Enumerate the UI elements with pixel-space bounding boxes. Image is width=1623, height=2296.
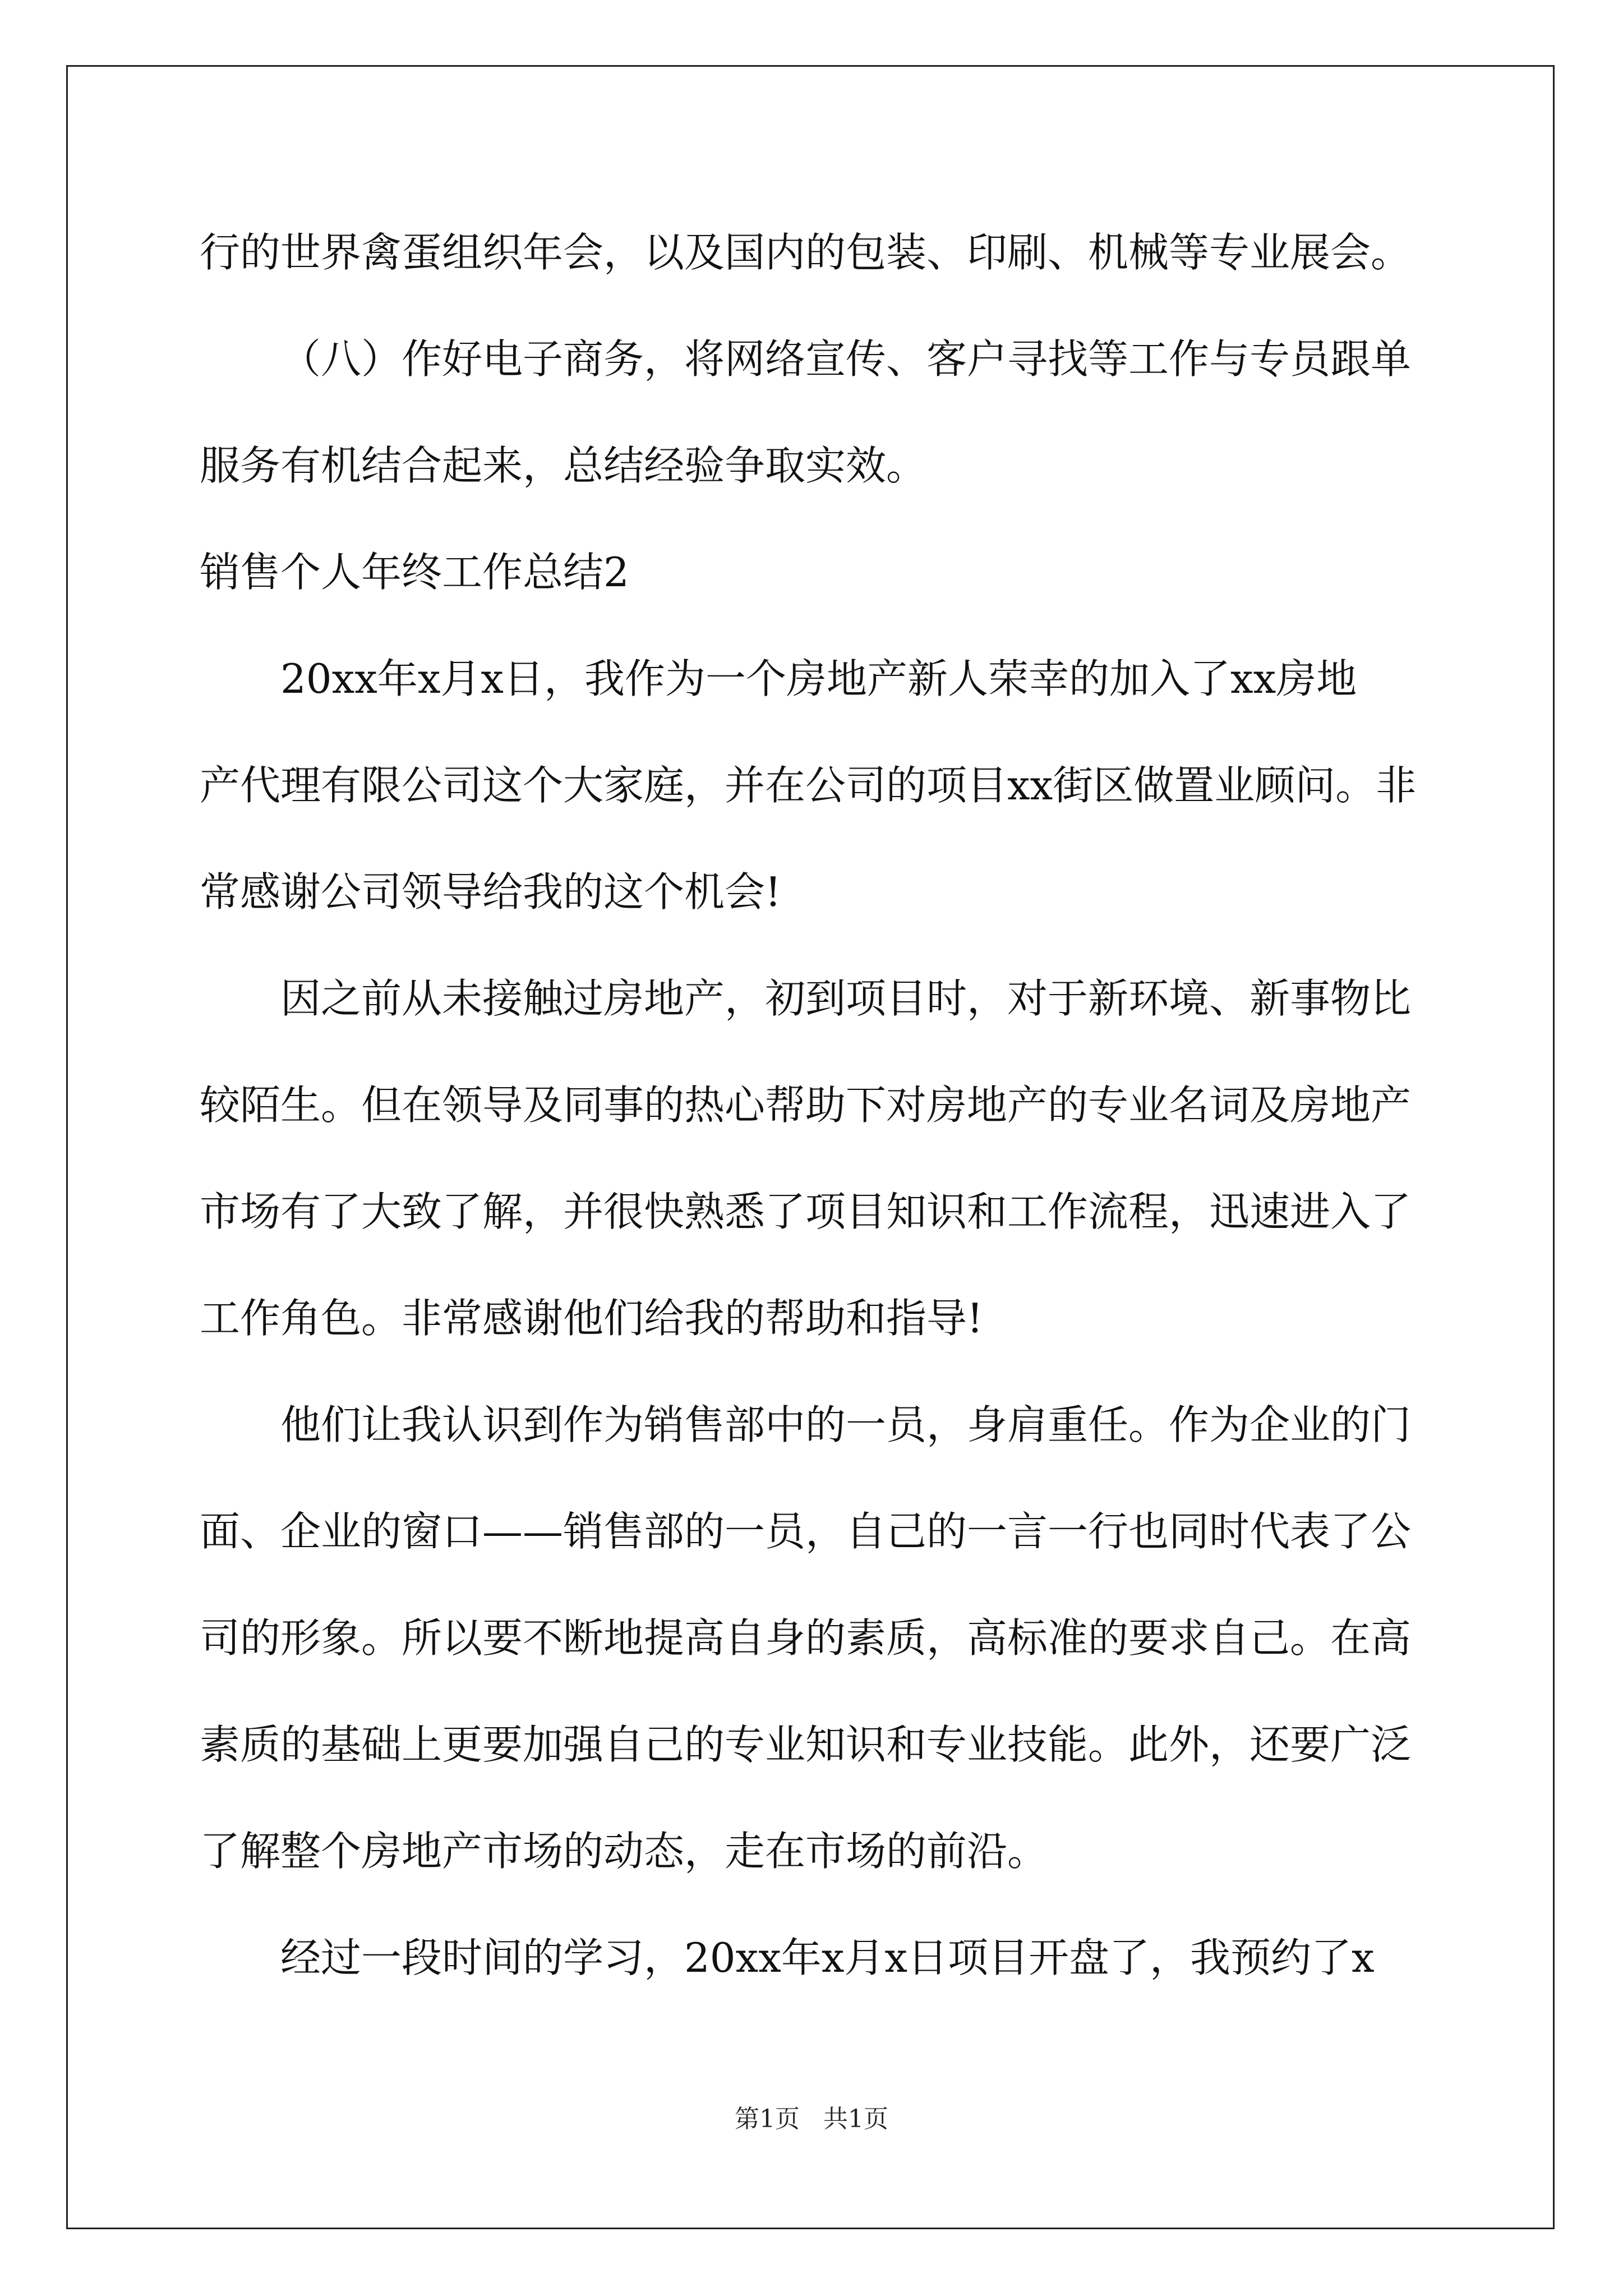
page-total: 共1页 (823, 2105, 888, 2133)
text-line: 素质的基础上更要加强自己的专业知识和专业技能。此外，还要广泛 (200, 1721, 1412, 1768)
text-line: 服务有机结合起来，总结经验争取实效。 (200, 442, 927, 489)
text-line: （八）作好电子商务，将网络宣传、客户寻找等工作与专员跟单 (280, 335, 1412, 383)
text-line: 经过一段时间的学习，20xx年x月x日项目开盘了，我预约了x (280, 1934, 1375, 1981)
text-line: 常感谢公司领导给我的这个机会! (200, 868, 781, 915)
text-line: 他们让我认识到作为销售部中的一员，身肩重任。作为企业的门 (280, 1401, 1412, 1448)
text-line: 司的形象。所以要不断地提高自身的素质，高标准的要求自己。在高 (200, 1614, 1412, 1662)
text-line: 行的世界禽蛋组织年会，以及国内的包装、印刷、机械等专业展会。 (200, 229, 1412, 276)
text-line: 产代理有限公司这个大家庭，并在公司的项目xx街区做置业顾问。非 (200, 762, 1417, 809)
text-line: 工作角色。非常感谢他们给我的帮助和指导! (200, 1295, 983, 1342)
page-footer (0, 2102, 1623, 2136)
text-line: 面、企业的窗口——销售部的一员，自己的一言一行也同时代表了公 (200, 1508, 1412, 1555)
text-line: 因之前从未接触过房地产，初到项目时，对于新环境、新事物比 (280, 975, 1412, 1022)
text-line: 20xx年x月x日，我作为一个房地产新人荣幸的加入了xx房地 (280, 655, 1357, 702)
page-number: 第1页 (735, 2105, 800, 2133)
text-line: 了解整个房地产市场的动态，走在市场的前沿。 (200, 1828, 1048, 1875)
document-body (200, 199, 1428, 2011)
text-line: 较陌生。但在领导及同事的热心帮助下对房地产的专业名词及房地产 (200, 1082, 1412, 1129)
section-heading: 销售个人年终工作总结2 (200, 549, 629, 596)
text-line: 市场有了大致了解，并很快熟悉了项目知识和工作流程，迅速进入了 (200, 1188, 1412, 1235)
